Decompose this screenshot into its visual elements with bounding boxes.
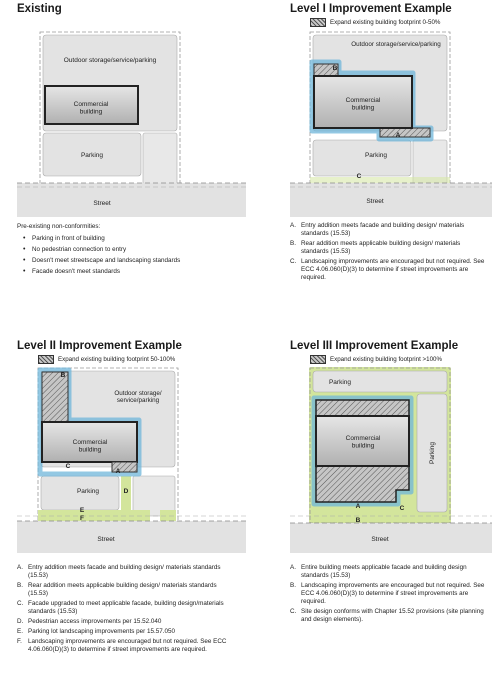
note-text: Landscaping improvements are encouraged but not required. See ECC 4.06.060(D)(3) to determine if street improvements are required. [301,582,485,605]
panel-existing [0,0,246,348]
panel-title: Level I Improvement Example [290,3,452,15]
bullet-icon: • [23,235,26,242]
parking-label: Parking [364,152,388,159]
building-label: Commercial building [345,435,381,450]
driveway [143,133,177,185]
panel-title: Level II Improvement Example [17,340,182,352]
legend-label: Expand existing building footprint 50-100% [58,356,176,363]
notes-level2 [17,564,231,656]
site-plan-level1 [246,0,492,348]
note-item [290,582,486,606]
marker-f: F [80,515,84,522]
outdoor-label: Outdoor storage/service/parking [63,57,157,64]
note-text: Entire building meets applicable facade and building design standards (15.53) [301,564,467,579]
bullet-icon: • [23,246,26,253]
street-area [290,523,492,553]
notes-level3 [290,564,486,626]
note-text: Landscaping improvements are encouraged but not required. See ECC 4.06.060(D)(3) to determine if street improvements are required. [28,638,227,653]
note-key: B. [290,240,296,247]
bullet-item [23,268,239,276]
bullet-item [23,257,239,265]
marker-e: E [79,507,85,514]
note-text: Rear addition meets applicable building design/ materials standards (15.53) [301,240,461,255]
note-text: Entry addition meets facade and building design/ materials standards (15.53) [28,564,221,579]
legend-label: Expand existing building footprint 0-50% [330,19,441,26]
note-text: Landscaping improvements are encouraged but not required. See ECC 4.06.060(D)(3) to determine if street improvements are required. [301,258,485,281]
note-item [17,564,231,580]
note-key: C. [17,600,24,607]
street-label: Street [97,536,115,543]
parking-top-label: Parking [328,379,352,386]
marker-a: A [115,468,121,475]
note-key: B. [17,582,23,589]
rear-addition [42,372,68,424]
note-key: A. [17,564,23,571]
note-item [290,240,486,256]
marker-b: B [60,372,66,379]
street-area [290,183,492,217]
landscape-strip-side [160,510,176,521]
note-item [17,618,231,626]
notes-heading: Pre-existing non-conformities: [17,223,101,230]
panel-title: Level III Improvement Example [290,340,459,352]
marker-c: C [65,463,71,470]
entry-addition [380,128,430,137]
note-text: Pedestrian access improvements per 15.52.040 [28,618,162,625]
panel-title: Existing [17,3,62,15]
bullet-text: Doesn't meet streetscape and landscaping standards [32,257,181,264]
notes-existing [17,223,239,276]
note-item [17,582,231,598]
bullet-icon: • [23,268,26,275]
street-label: Street [93,200,111,207]
note-key: A. [290,222,296,229]
site-plan-existing [0,0,246,348]
building-label: Commercial building [345,97,381,112]
marker-a: A [395,132,401,139]
building-label: Commercial building [72,439,108,454]
note-key: B. [290,582,296,589]
landscape-strip [38,510,150,521]
street-area [17,183,246,217]
bullet-text: No pedestrian connection to entry [32,246,127,253]
panel-level2 [0,340,246,688]
marker-b: B [355,517,361,524]
street-area [17,521,246,553]
marker-a: A [355,503,361,510]
parking-label: Parking [80,152,104,159]
legend-label: Expand existing building footprint >100% [330,356,442,363]
outdoor-label: Outdoor storage/ service/parking [114,390,162,405]
site-plan-level3 [246,340,492,688]
parking-area [313,140,411,176]
note-text: Parking lot landscaping improvements per 15.57.050 [28,628,176,635]
note-text: Rear addition meets applicable building design/ materials standards (15.53) [28,582,217,597]
building-label: Commercial building [73,101,109,116]
street-label: Street [366,198,384,205]
outdoor-label: Outdoor storage/service/parking [351,41,441,48]
note-text: Entry addition meets facade and building design/ materials standards (15.53) [301,222,465,237]
note-item [290,258,486,282]
marker-c: C [356,173,362,180]
note-text: Site design conforms with Chapter 15.52 provisions (site planning and design elements). [301,608,484,623]
notes-level1 [290,222,486,284]
bullet-text: Parking in front of building [32,235,105,242]
note-item [290,564,486,580]
note-key: E. [17,628,23,635]
panel-level3 [246,340,492,688]
note-key: A. [290,564,296,571]
note-key: C. [290,258,297,265]
bullet-item [23,235,239,243]
panel-level1 [246,0,492,348]
note-text: Facade upgraded to meet applicable facade, building design/materials standards (15.53) [28,600,224,615]
note-item [17,638,231,654]
note-item [290,608,486,624]
note-item [17,600,231,616]
parking-side-label: Parking [429,441,436,465]
note-key: F. [17,638,22,645]
note-key: C. [290,608,297,615]
parking-label: Parking [76,488,100,495]
note-item [17,628,231,636]
note-item [290,222,486,238]
street-label: Street [371,536,389,543]
bullet-text: Facade doesn't meet standards [32,268,121,275]
marker-b: B [332,65,338,72]
note-key: D. [17,618,24,625]
bullet-item [23,246,239,254]
marker-d: D [123,488,129,495]
bullet-icon: • [23,257,26,264]
marker-c: C [399,505,405,512]
